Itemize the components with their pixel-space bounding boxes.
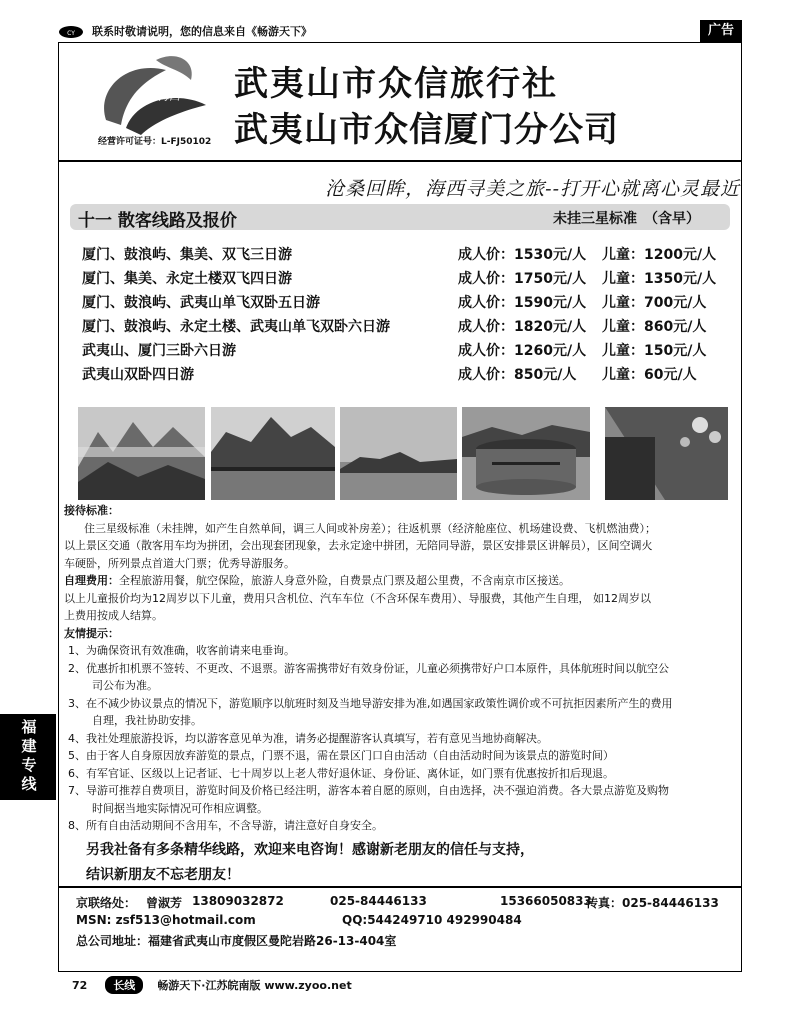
contact-block: [58, 886, 742, 951]
route-row: [82, 338, 732, 362]
route-name: 厦门、集美、永定土楼双飞四日游: [82, 271, 292, 287]
route-name: 武夷山双卧四日游: [82, 367, 194, 383]
contact-address: 总公司地址：福建省武夷山市度假区曼陀岩路26-13-404室: [76, 934, 397, 948]
child-price: 儿童：700元/人: [602, 295, 707, 311]
child-price: 儿童：150元/人: [602, 343, 707, 359]
emblem-text: 印象海西: [136, 90, 180, 103]
license-number: 经营许可证号：L-FJ50102: [98, 137, 212, 147]
page-number: 72: [72, 978, 88, 992]
earth-building-tulou-photo: [462, 407, 590, 500]
contact-mobile2: 15366050833: [500, 894, 592, 908]
section-header-bar: [70, 204, 730, 230]
child-policy-text: 以上儿童报价均为12周岁以下儿童，费用只含机位、汽车车位（不含环保车费用）、导服费，其他产生自理， 如12周岁以: [64, 591, 651, 605]
tip-item: 3、在不减少协议景点的情况下，游览顺序以航班时刻及当地导游安排为准,如遇国家政策性调价或不可抗拒因素所产生的费用: [68, 696, 673, 710]
tip-item: 自理，我社协助安排。: [92, 714, 202, 727]
tip-item: 5、由于客人自身原因放弃游览的景点，门票不退，需在景区门口自由活动（自由活动时间为该景点的游览时间）: [68, 749, 614, 762]
source-notice: 联系时敬请说明，您的信息来自《畅游天下》: [92, 25, 312, 38]
reception-text: 住三星级标准（未挂牌，如产生自然单间，调三人间或补房差）；往返机票（经济舱座位、机场建设费、飞机燃油费）；: [84, 521, 656, 535]
adult-price: 成人价：850元/人: [458, 367, 577, 383]
closing-line: 结识新朋友不忘老朋友！: [86, 867, 240, 883]
side-tab-label: 福建专线: [21, 718, 37, 793]
tip-item: 6、有军官证、区级以上记者证、七十周岁以上老人带好退休证、身份证、离休证，如门票有优惠按折扣后现退。: [68, 766, 614, 780]
contact-mobile: 13809032872: [192, 894, 284, 908]
route-row: [82, 242, 732, 266]
tip-item: 时间据当地实际情况可作相应调整。: [92, 801, 268, 815]
svg-text:CY: CY: [67, 30, 75, 37]
reception-label: 接待标准：: [64, 504, 119, 517]
section-heading: 十一 散客线路及报价: [78, 211, 237, 231]
contact-tel: 025-84446133: [330, 894, 427, 908]
lake-cliff-photo: [211, 407, 335, 500]
adult-price: 成人价：1260元/人: [458, 343, 587, 359]
hotel-standard: 未挂三星标准 （含早）: [553, 211, 700, 227]
mountain-mist-photo: [78, 407, 205, 500]
scenery-photo-strip: [78, 407, 728, 500]
side-category-tab: [0, 714, 56, 800]
magazine-logo-icon: [58, 23, 84, 39]
route-row: [82, 362, 732, 386]
adult-price: 成人价：1820元/人: [458, 319, 587, 335]
tip-item: 7、导游可推荐自费项目，游览时间及价格已经注明，游客本着自愿的原则，自由选择，决不强迫消费。各大景点游览及购物: [68, 784, 669, 797]
ad-label: 广告: [700, 20, 742, 42]
selfpay-label: 自理费用：: [64, 574, 119, 587]
section-label: 长线: [105, 976, 143, 994]
slogan: 沧桑回眸，海西寻美之旅--打开心就离心灵最近: [325, 178, 740, 200]
selfpay-text: 全程旅游用餐，航空保险，旅游人身意外险，自费景点门票及超公里费，不含南京市区接送。: [119, 574, 570, 587]
tip-item: 司公布为准。: [92, 679, 158, 692]
contact-qq: QQ:544249710 492990484: [342, 913, 522, 927]
island-coast-photo: [340, 407, 457, 500]
closing-line: 另我社备有多条精华线路，欢迎来电咨询！感谢新老朋友的信任与支持，: [86, 842, 534, 858]
tulou-interior-lanterns-photo: [605, 407, 728, 500]
top-notice-bar: [58, 20, 742, 42]
agency-header: [58, 42, 742, 162]
publication-name: 畅游天下·江苏皖南版 www.zyoo.net: [157, 979, 352, 992]
contact-fax: 传真：025-84446133: [586, 896, 719, 910]
tip-item: 1、为确保资讯有效准确，收客前请来电垂询。: [68, 644, 295, 657]
reception-text: 以上景区交通（散客用车均为拼团，会出现套团现象，去永定途中拼团，无陪同导游，景区安排景区讲解员），区间空调火: [64, 539, 653, 552]
agency-title-branch: 武夷山市众信厦门分公司: [234, 110, 619, 150]
child-price: 儿童：860元/人: [602, 319, 707, 335]
child-policy-text: 上费用按成人结算。: [64, 609, 163, 622]
child-price: 儿童：1350元/人: [602, 271, 717, 287]
tour-details: [64, 502, 740, 835]
route-name: 厦门、鼓浪屿、永定土楼、武夷山单飞双卧六日游: [82, 319, 390, 335]
tip-item: 8、所有自由活动期间不含用车，不含导游，请注意好自身安全。: [68, 819, 383, 832]
route-name: 厦门、鼓浪屿、集美、双飞三日游: [82, 247, 292, 263]
page-footer: [58, 972, 742, 998]
contact-person: 曾淑芳: [146, 896, 183, 910]
tip-item: 4、我社处理旅游投诉，均以游客意见单为准，请务必提醒游客认真填写，若有意见当地协商解决。: [68, 731, 548, 745]
child-price: 儿童：60元/人: [602, 367, 697, 383]
tips-label: 友情提示：: [64, 626, 119, 640]
adult-price: 成人价：1750元/人: [458, 271, 587, 287]
office-label: 京联络处：: [76, 896, 137, 910]
agency-title-main: 武夷山市众信旅行社: [234, 64, 558, 104]
reception-text: 车硬卧，所列景点首道大门票；优秀导游服务。: [64, 556, 295, 570]
child-price: 儿童：1200元/人: [602, 247, 717, 263]
route-price-list: [82, 242, 732, 386]
contact-msn: MSN: zsf513@hotmail.com: [76, 913, 256, 927]
route-row: [82, 290, 732, 314]
route-row: [82, 266, 732, 290]
adult-price: 成人价：1590元/人: [458, 295, 587, 311]
agency-emblem-logo: [96, 50, 216, 140]
route-name: 武夷山、厦门三卧六日游: [82, 343, 236, 359]
closing-message: [86, 838, 726, 888]
tip-item: 2、优惠折扣机票不签转、不更改、不退票。游客需携带好有效身份证，儿童必须携带好户口本原件，具体航班时间以航空公: [68, 661, 669, 675]
route-row: [82, 314, 732, 338]
adult-price: 成人价：1530元/人: [458, 247, 587, 263]
route-name: 厦门、鼓浪屿、武夷山单飞双卧五日游: [82, 295, 320, 311]
